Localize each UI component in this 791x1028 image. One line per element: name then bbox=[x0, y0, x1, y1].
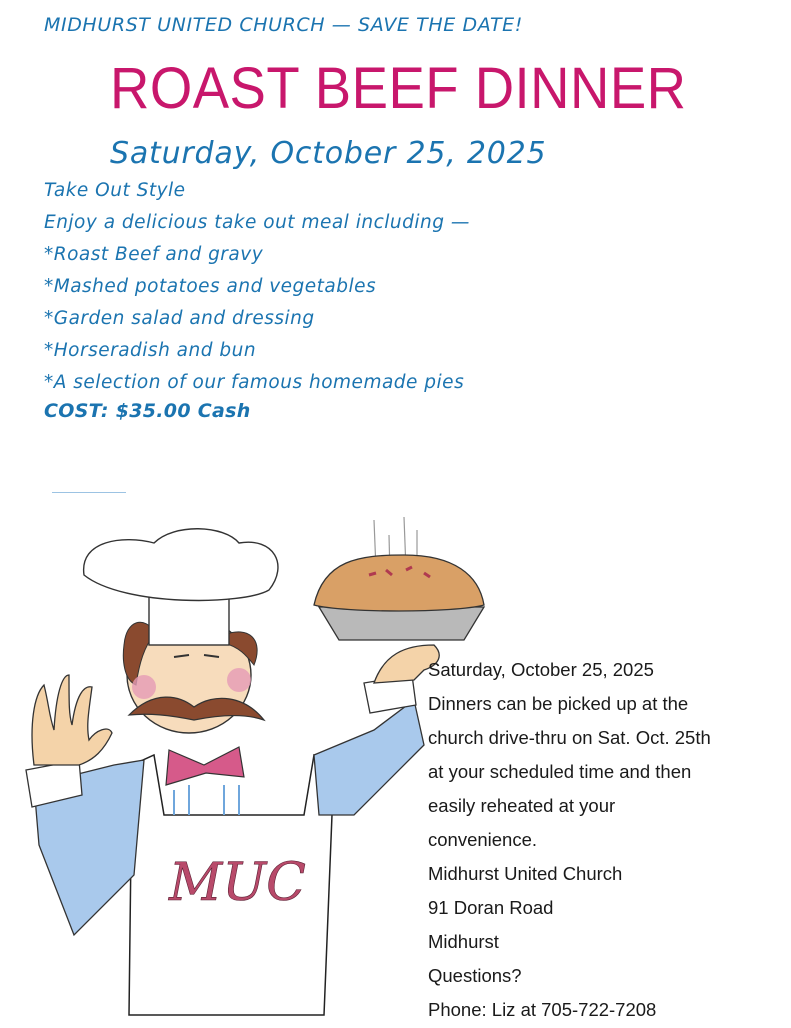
detail-line: Questions? bbox=[428, 965, 522, 986]
detail-line: Dinners can be picked up at the bbox=[428, 693, 689, 714]
detail-line: 91 Doran Road bbox=[428, 897, 554, 918]
menu-line: *Horseradish and bun bbox=[44, 340, 257, 361]
apron-monogram: MUC bbox=[169, 853, 306, 913]
right-sleeve bbox=[314, 700, 424, 815]
detail-line: Midhurst bbox=[428, 931, 499, 952]
hat-band bbox=[149, 595, 229, 645]
menu-line: *Garden salad and dressing bbox=[44, 308, 315, 329]
shirt-stripes bbox=[174, 785, 239, 815]
detail-line: convenience. bbox=[428, 829, 538, 850]
pie-plate bbox=[319, 607, 484, 640]
detail-line: Phone: Liz at 705-722-7208 bbox=[428, 999, 657, 1020]
menu-list bbox=[44, 177, 470, 401]
divider bbox=[52, 492, 126, 493]
menu-line: *Mashed potatoes and vegetables bbox=[44, 276, 377, 297]
pie-crust bbox=[314, 555, 484, 611]
cheek bbox=[132, 675, 156, 699]
event-date: Saturday, October 25, 2025 bbox=[110, 136, 547, 171]
detail-line: Saturday, October 25, 2025 bbox=[428, 659, 654, 680]
detail-line: church drive-thru on Sat. Oct. 25th bbox=[428, 727, 711, 748]
menu-line: Enjoy a delicious take out meal including — bbox=[44, 212, 470, 233]
menu-line: *A selection of our famous homemade pies bbox=[44, 372, 465, 393]
hat-top bbox=[84, 529, 278, 601]
detail-line: Midhurst United Church bbox=[428, 863, 623, 884]
left-hand bbox=[32, 675, 112, 765]
kicker-line: MIDHURST UNITED CHURCH — SAVE THE DATE! bbox=[44, 14, 523, 36]
cost-line: COST: $35.00 Cash bbox=[44, 400, 251, 422]
bow-tie bbox=[166, 747, 244, 785]
detail-line: at your scheduled time and then bbox=[428, 761, 692, 782]
detail-line: easily reheated at your bbox=[428, 795, 616, 816]
pickup-details bbox=[428, 654, 711, 1028]
menu-line: Take Out Style bbox=[44, 180, 186, 201]
event-title: ROAST BEEF DINNER bbox=[110, 56, 687, 121]
menu-line: *Roast Beef and gravy bbox=[44, 244, 264, 265]
cheek bbox=[227, 668, 251, 692]
